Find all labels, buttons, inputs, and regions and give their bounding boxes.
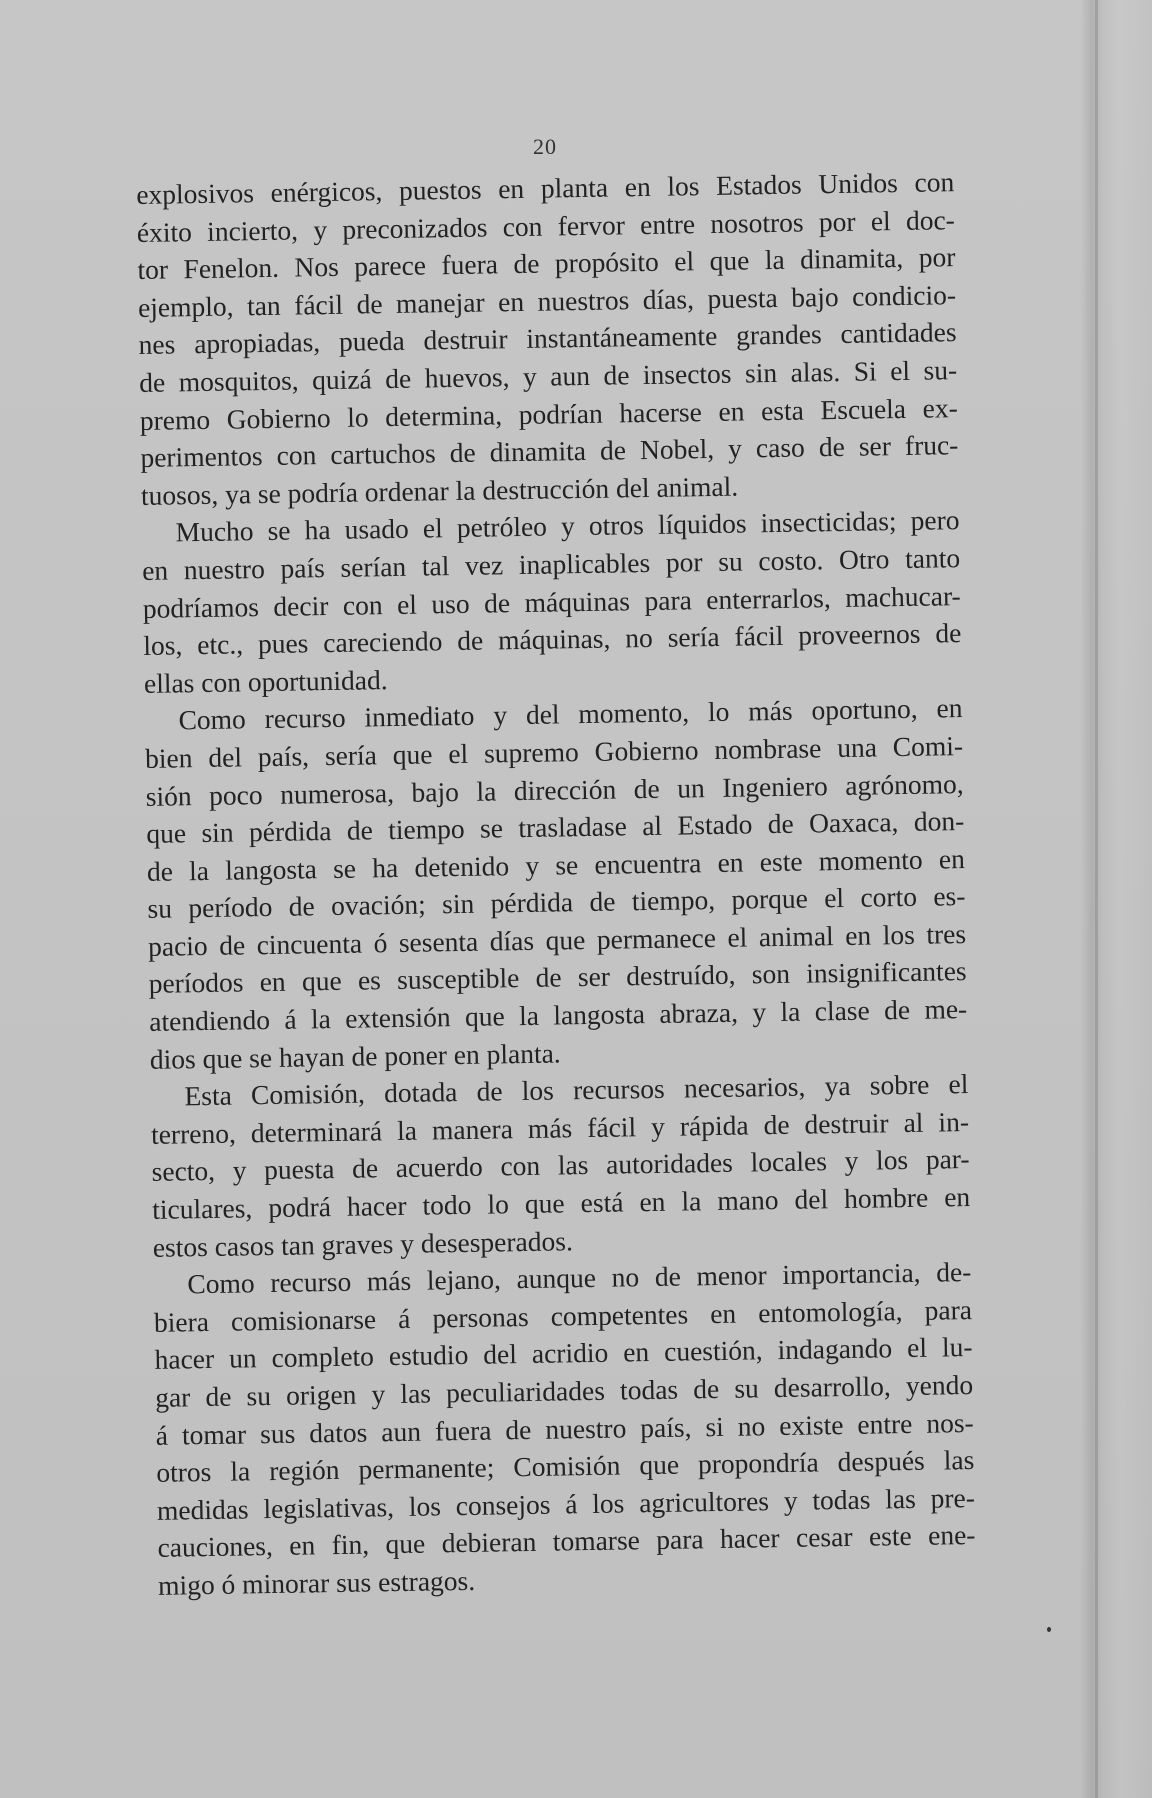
text-line: éxito incierto, y preconizados con fervor entre nosotros por el doc-	[136, 203, 956, 248]
scan-speck	[1047, 1627, 1051, 1632]
text-line: otros la región permanente; Comisión que propondría después las	[156, 1444, 975, 1489]
text-line: de mosquitos, quizá de huevos, y aun de insectos sin alas. Si el su-	[138, 354, 958, 398]
text-line: ticulares, podrá hacer todo lo que está en la mano del hombre en	[151, 1181, 971, 1225]
text-line: premo Gobierno lo determina, podrían hacerse en esta Escuela ex-	[139, 391, 958, 436]
text-line: gar de su origen y las peculiaridades todas de su desarrollo, yendo	[154, 1369, 974, 1413]
text-line: ejemplo, tan fácil de manejar en nuestros días, puesta bajo condicio-	[137, 278, 957, 323]
text-line: terreno, determinará la manera más fácil y rápida de destruir al in-	[150, 1105, 970, 1150]
text-line: tor Fenelon. Nos parece fuera de propósito el que la dinamita, por	[137, 241, 956, 286]
text-line: á tomar sus datos aun fuera de nuestro país, si no existe entre nos-	[155, 1406, 974, 1451]
text-line: dios que se hayan de poner en planta.	[149, 1037, 561, 1075]
page-number: 20	[533, 134, 557, 159]
text-line: cauciones, en fin, que debieran tomarse para hacer cesar este ene-	[157, 1519, 976, 1564]
text-line: Como recurso inmediato y del momento, lo más oportuno, en	[178, 692, 963, 736]
text-line: ellas con oportunidad.	[143, 663, 388, 699]
text-line: tuosos, ya se podría ordenar la destrucción del animal.	[140, 470, 739, 511]
text-line: Esta Comisión, dotada de los recursos necesarios, ya sobre el	[184, 1068, 969, 1112]
text-line: atendiendo á la extensión que la langosta abraza, y la clase de me-	[149, 993, 968, 1037]
body-text	[136, 163, 976, 1604]
book-binding-shadow	[1095, 0, 1098, 1798]
text-line: Mucho se ha usado el petróleo y otros líquidos insecticidas; pero	[175, 504, 960, 548]
text-line: en nuestro país serían tal vez inaplicables por su costo. Otro tanto	[141, 542, 961, 586]
text-line: su período de ovación; sin pérdida de tiempo, porque el corto es-	[147, 880, 966, 925]
text-line: sión poco numerosa, bajo la dirección de un Ingeniero agrónomo,	[145, 767, 964, 812]
text-line: nes apropiadas, pueda destruir instantáneamente grandes cantidades	[138, 316, 957, 361]
text-line: estos casos tan graves y desesperados.	[152, 1224, 574, 1263]
text-line: períodos en que es susceptible de ser destruído, son insignificantes	[148, 955, 967, 1000]
text-line: los, etc., pues careciendo de máquinas, no sería fácil proveernos de	[143, 617, 962, 662]
text-line: que sin pérdida de tiempo se trasladase al Estado de Oaxaca, don-	[146, 805, 965, 850]
text-line: perimentos con cartuchos de dinamita de Nobel, y caso de ser fruc-	[140, 429, 959, 474]
text-line: Como recurso más lejano, aunque no de menor importancia, de-	[187, 1256, 972, 1300]
text-line: biera comisionarse á personas competentes en entomología, para	[153, 1293, 973, 1338]
text-line: hacer un completo estudio del acridio en cuestión, indagando el lu-	[154, 1331, 973, 1376]
text-line: medidas legislativas, los consejos á los agricultores y todas las pre-	[156, 1481, 976, 1526]
text-line: migo ó minorar sus estragos.	[157, 1564, 476, 1601]
text-line: podríamos decir con el uso de máquinas para enterrarlos, machucar-	[142, 579, 961, 624]
text-line: pacio de cincuenta ó sesenta días que permanece el animal en los tres	[147, 917, 967, 962]
text-line: secto, y puesta de acuerdo con las autoridades locales y los par-	[151, 1143, 970, 1188]
text-line: bien del país, sería que el supremo Gobierno nombrase una Comi-	[144, 729, 964, 774]
text-line: explosivos enérgicos, puestos en planta en los Estados Unidos con	[136, 166, 955, 210]
text-line: de la langosta se ha detenido y se encuentra en este momento en	[146, 842, 966, 887]
